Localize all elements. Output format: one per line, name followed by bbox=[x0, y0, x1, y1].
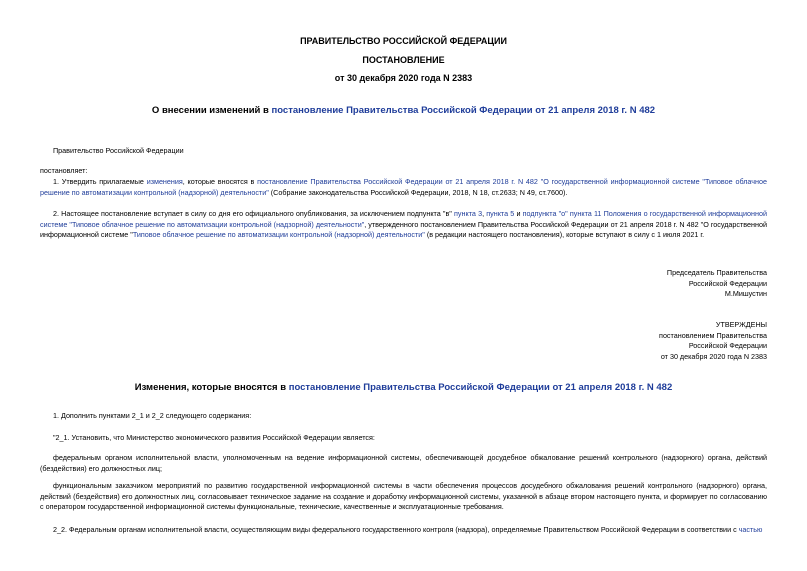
subpoint-o-link[interactable]: подпункта "о" пункта 11 Положения о государственной информационной системе "Типовое облачное решение по автоматизации контрольной (надзорной) деятельности" bbox=[40, 209, 768, 229]
p1-text-c: (Собрание законодательства Российской Федерации, 2018, N 18, ст.2633; N 49, ст.7600). bbox=[268, 187, 568, 197]
document-title bbox=[0, 105, 807, 116]
approval-line-2: постановлением Правительства bbox=[659, 330, 767, 340]
change-2-1-item-2: функциональным заказчиком мероприятий по развитию государственной информационной системы в части обеспечения процессов досудебного обжалования решений контрольного (надзорного) органа, действий (бездействия) его должностных лиц, согласовывает техническое задание на создание и доработку информационной системы, указанной в абзаце втором настоящего пункта, и формирует по согласованию с оператором государственной информационной системы функциональные, технические, качественные и эксплуатационные требования. bbox=[40, 481, 767, 511]
document-title-prefix: О внесении изменений в bbox=[151, 105, 272, 116]
signature-country: Российской Федерации bbox=[688, 278, 767, 288]
approval-block bbox=[659, 320, 767, 362]
signature-name: М.Мишустин bbox=[724, 289, 767, 298]
government-text: Правительство Российской Федерации bbox=[53, 146, 184, 155]
part-link[interactable]: частью bbox=[738, 525, 763, 534]
decrees-label: постановляет: bbox=[40, 166, 88, 175]
p2-text-b: , bbox=[482, 209, 487, 218]
system-name-link[interactable]: Типовое облачное решение по автоматизации контрольной (надзорной) деятельности" bbox=[132, 230, 425, 239]
change-1: 1. Дополнить пунктами 2_1 и 2_2 следующего содержания: bbox=[53, 411, 252, 420]
change-2-2 bbox=[40, 525, 767, 536]
title-decree-link[interactable]: постановление Правительства Российской Федерации от 21 апреля 2018 г. N 482 bbox=[271, 105, 656, 116]
document-type: ПОСТАНОВЛЕНИЕ bbox=[362, 55, 445, 65]
changes-link[interactable]: изменения bbox=[146, 177, 183, 186]
change-2-1: "2_1. Установить, что Министерство экономического развития Российской Федерации является: bbox=[53, 433, 375, 442]
p1-text-b: , которые вносятся в bbox=[182, 177, 258, 186]
signature-block bbox=[667, 268, 767, 300]
p2-text-d: , утвержденного постановлением Правительства Российской Федерации от 21 апреля 2018 г. N 482 "О государственной информационной системе " bbox=[40, 219, 767, 239]
changes-title-prefix: Изменения, которые вносятся в bbox=[134, 382, 289, 393]
p1-text-a: 1. Утвердить прилагаемые bbox=[53, 177, 147, 186]
approval-heading: УТВЕРЖДЕНЫ bbox=[715, 320, 767, 329]
approval-line-3: Российской Федерации bbox=[688, 341, 767, 350]
p2-text-e: (в редакции настоящего постановления), которые вступают в силу с 1 июля 2021 г. bbox=[424, 230, 705, 239]
changes-title-decree-link[interactable]: постановление Правительства Российской Федерации от 21 апреля 2018 г. N 482 bbox=[288, 382, 673, 393]
point-5-link[interactable]: пункта 5 bbox=[486, 209, 515, 218]
paragraph-1 bbox=[40, 177, 767, 198]
approval-date: от 30 декабря 2020 года N 2383 bbox=[660, 351, 767, 361]
changes-title bbox=[0, 382, 807, 393]
paragraph-2 bbox=[40, 209, 767, 241]
p2-text-a: 2. Настоящее постановление вступает в силу со дня его официального опубликования, за исключением подпункта "в" bbox=[53, 209, 455, 218]
government-heading: ПРАВИТЕЛЬСТВО РОССИЙСКОЙ ФЕДЕРАЦИИ bbox=[300, 36, 507, 46]
p2-text-c: и bbox=[514, 209, 523, 218]
change-2-2-text: 2_2. Федеральным органам исполнительной власти, осуществляющим виды федерального государственного контроля (надзора), определяемые Правительством Российской Федерации в соответствии с bbox=[53, 525, 739, 534]
decree-482-link[interactable]: постановление Правительства Российской Федерации от 21 апреля 2018 г. N 482 "О государственной информационной системе "Типовое облачное решение по автоматизации контрольной (надзорной) деятельности" bbox=[40, 177, 767, 197]
signature-position: Председатель Правительства bbox=[666, 268, 767, 277]
document-date-number: от 30 декабря 2020 года N 2383 bbox=[334, 73, 473, 83]
change-2-1-item-1: федеральным органом исполнительной власти, уполномоченным на ведение информационной системы, обеспечивающей досудебное обжалование решений контрольного (надзорного) органа, действий (бездействия) его должностных лиц; bbox=[40, 453, 767, 473]
point-3-link[interactable]: пункта 3 bbox=[454, 209, 483, 218]
government-label bbox=[40, 146, 767, 157]
